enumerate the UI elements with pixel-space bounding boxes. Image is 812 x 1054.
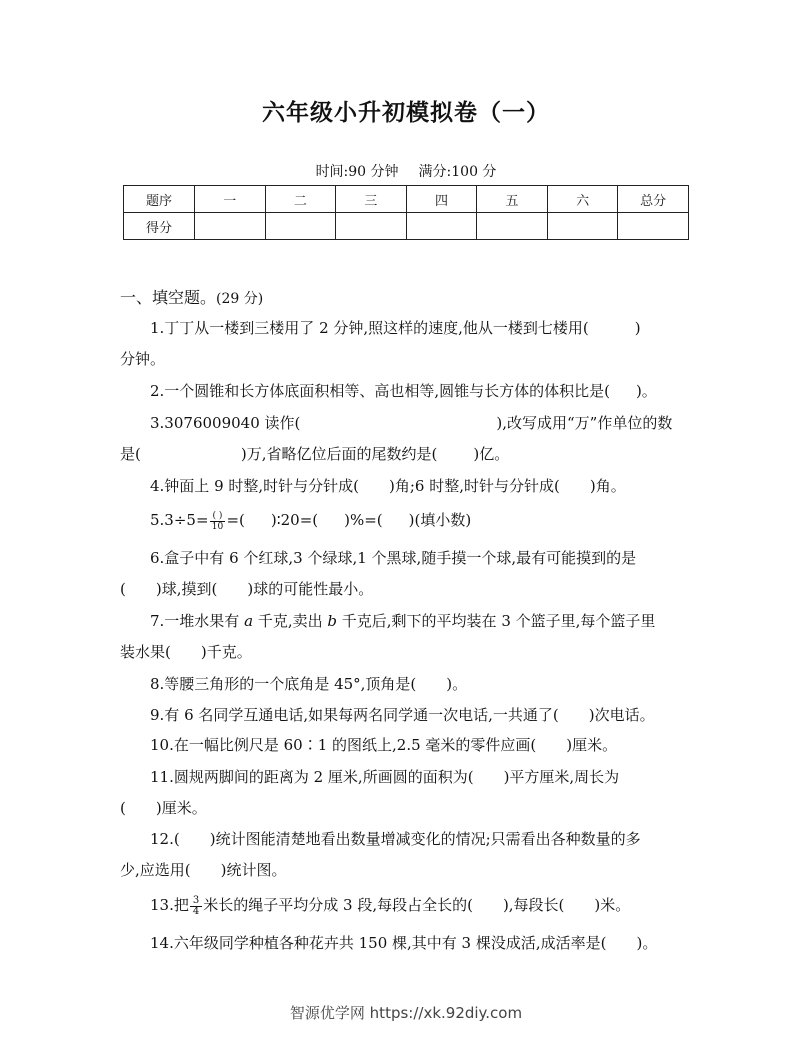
section-points: (29 分)	[216, 291, 264, 307]
q7-text: 装水果(	[120, 643, 171, 661]
question-5	[120, 510, 700, 532]
q13-text: )米。	[594, 896, 631, 914]
fraction-denominator: 10	[211, 521, 224, 532]
q3-text: 3.3076009040 读作(	[150, 414, 301, 432]
score-cell[interactable]	[265, 213, 336, 240]
fraction-denominator: 4	[192, 905, 200, 917]
header-cell: 一	[195, 186, 266, 213]
variable-b: b	[327, 612, 337, 630]
score-cell[interactable]	[547, 213, 618, 240]
q3-text: )亿。	[473, 445, 510, 463]
q5-text: =(	[226, 511, 245, 529]
score-table-score-row	[124, 213, 689, 240]
score-table-header-row	[124, 186, 689, 213]
question-14	[120, 933, 700, 953]
score-cell[interactable]	[195, 213, 266, 240]
score-cell[interactable]	[477, 213, 548, 240]
q1-text: 1.丁丁从一楼到三楼用了 2 分钟,照这样的速度,他从一楼到七楼用(	[150, 319, 589, 337]
q12-text: 少,应选用(	[120, 861, 191, 879]
q10-text: 10.在一幅比例尺是 60∶1 的图纸上,2.5 毫米的零件应画(	[150, 736, 537, 754]
q11-text: (	[120, 799, 126, 817]
q3-text: )万,省略亿位后面的尾数约是(	[240, 445, 438, 463]
fraction	[190, 896, 202, 917]
q8-text: )。	[446, 675, 468, 693]
header-cell: 六	[547, 186, 618, 213]
q5-text: )(填小数)	[408, 511, 472, 529]
q9-text: 9.有 6 名同学互通电话,如果每两名同学通一次电话,一共通了(	[150, 706, 559, 724]
score-cell[interactable]	[406, 213, 477, 240]
question-7	[120, 611, 700, 662]
q13-text: ),每段长(	[502, 896, 565, 914]
q4-text: )角。	[589, 477, 626, 495]
q8-text: 8.等腰三角形的一个底角是 45°,顶角是(	[150, 675, 417, 693]
fraction-numerator: ( )	[210, 511, 226, 522]
fraction	[210, 511, 226, 532]
row-label-cell: 得分	[124, 213, 195, 240]
question-8	[120, 674, 700, 694]
q13-text: 13.把	[150, 896, 189, 914]
q14-text: 14.六年级同学种植各种花卉共 150 棵,其中有 3 棵没成活,成活率是(	[150, 934, 607, 952]
q3-text: ),改写成用“万”作单位的数	[496, 414, 673, 432]
q12-text: )统计图。	[220, 861, 287, 879]
q5-text: )%=(	[344, 511, 383, 529]
question-1	[120, 318, 700, 369]
score-cell[interactable]	[618, 213, 689, 240]
q7-text: 7.一堆水果有	[150, 612, 240, 630]
q11-text: 11.圆规两脚间的距离为 2 厘米,所画圆的面积为(	[150, 768, 474, 786]
header-cell: 二	[265, 186, 336, 213]
question-6	[120, 548, 700, 599]
question-3	[120, 413, 700, 464]
header-cell: 三	[336, 186, 407, 213]
q12-text: )统计图能清楚地看出数量增减变化的情况;只需看出各种数量的多	[209, 830, 641, 848]
question-10	[120, 735, 700, 755]
q4-text: 4.钟面上 9 时整,时针与分针成(	[150, 477, 360, 495]
q13-text: 米长的绳子平均分成 3 段,每段占全长的(	[203, 896, 473, 914]
exam-time: 时间:90 分钟	[315, 164, 399, 180]
question-11	[120, 767, 700, 818]
q11-text: )平方厘米,周长为	[503, 768, 620, 786]
q10-text: )厘米。	[566, 736, 618, 754]
q3-text: 是(	[120, 445, 141, 463]
q7-text: 千克后,剩下的平均装在 3 个篮子里,每个篮子里	[341, 612, 656, 630]
q2-text: 2.一个圆锥和长方体底面积相等、高也相等,圆锥与长方体的体积比是(	[150, 382, 610, 400]
header-cell: 题序	[124, 186, 195, 213]
q14-text: )。	[636, 934, 658, 952]
q6-text: 6.盒子中有 6 个红球,3 个绿球,1 个黑球,随手摸一个球,最有可能摸到的是	[150, 549, 637, 567]
q6-text: )球,摸到(	[155, 580, 218, 598]
question-2	[120, 381, 700, 401]
q6-text: )球的可能性最小。	[247, 580, 374, 598]
q4-text: )角;6 时整,时针与分针成(	[389, 477, 560, 495]
q2-text: )。	[635, 382, 657, 400]
q7-text: 千克,卖出	[257, 612, 323, 630]
section-title: 一、填空题。	[120, 288, 217, 307]
variable-a: a	[244, 612, 254, 630]
q1-text: 分钟。	[120, 350, 166, 368]
q11-text: )厘米。	[155, 799, 207, 817]
q1-text: )	[634, 319, 641, 337]
q6-text: (	[120, 580, 126, 598]
q9-text: )次电话。	[588, 706, 655, 724]
question-12	[120, 829, 700, 880]
footer-watermark: 智源优学网 https://xk.92diy.com	[289, 1004, 523, 1022]
section-heading	[120, 285, 263, 308]
score-table	[123, 185, 689, 240]
question-4	[120, 476, 700, 496]
question-9	[120, 705, 700, 725]
q5-text: )∶20=(	[270, 511, 319, 529]
q5-text: 5.3÷5=	[150, 511, 209, 529]
question-13	[120, 895, 700, 917]
score-cell[interactable]	[336, 213, 407, 240]
header-cell: 总分	[618, 186, 689, 213]
fraction-numerator: 3	[190, 896, 202, 907]
header-cell: 五	[477, 186, 548, 213]
q12-text: 12.(	[150, 830, 180, 848]
page-title: 六年级小升初模拟卷（一）	[262, 100, 550, 126]
exam-full-score: 满分:100 分	[418, 164, 497, 180]
header-cell: 四	[406, 186, 477, 213]
exam-meta	[0, 161, 812, 181]
q7-text: )千克。	[200, 643, 252, 661]
